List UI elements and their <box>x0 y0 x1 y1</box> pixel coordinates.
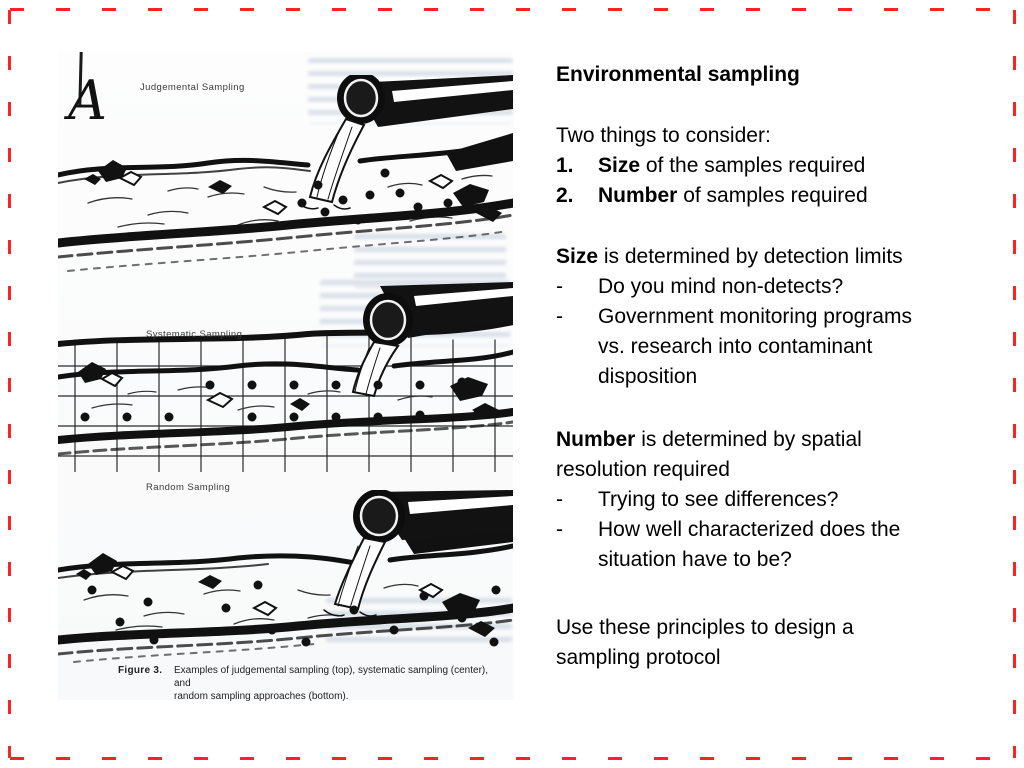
slide-text-column <box>556 60 1006 673</box>
size-bullet-2 <box>556 302 1006 392</box>
bullet-dash: - <box>556 305 563 328</box>
item-number: 2. <box>556 184 574 207</box>
panel-letter-a: A <box>68 69 107 132</box>
bullet-text: How well characterized does the situation have to be? <box>598 518 901 571</box>
number-bullet-1 <box>556 485 1006 515</box>
bullet-text: Do you mind non-detects? <box>598 275 844 298</box>
number-heading: Number is determined by spatial <box>556 428 862 451</box>
red-dashed-border-right <box>1013 10 1016 758</box>
closing-line-1: Use these principles to design a <box>556 616 854 639</box>
slide-title: Environmental sampling <box>556 63 800 86</box>
red-dashed-border-bottom <box>10 757 1014 760</box>
label-systematic-sampling: Systematic Sampling <box>146 329 243 340</box>
item-number: 1. <box>556 154 574 177</box>
number-heading-line2: resolution required <box>556 458 730 481</box>
bullet-dash: - <box>556 518 563 541</box>
label-random-sampling: Random Sampling <box>146 482 231 493</box>
bullet-dash: - <box>556 275 563 298</box>
bullet-text: Government monitoring programs vs. research into contaminant disposition <box>598 305 912 388</box>
red-dashed-border-top <box>10 8 1014 11</box>
bullet-dash: - <box>556 488 563 511</box>
label-judgemental-sampling: Judgemental Sampling <box>140 82 245 93</box>
numbered-item-number <box>556 181 1006 211</box>
size-heading: Size is determined by detection limits <box>556 245 903 268</box>
size-bullet-1 <box>556 272 1006 302</box>
systematic-sampling-drawing <box>58 282 513 472</box>
closing-line-2: sampling protocol <box>556 646 721 669</box>
scanned-figure-panel <box>58 52 513 700</box>
figure-caption-lead: Figure 3. <box>118 665 163 676</box>
figure-caption-text: Examples of judgemental sampling (top), systematic sampling (center), and random sampling approaches (bottom). <box>174 665 489 702</box>
item-text: Size of the samples required <box>598 154 866 177</box>
red-dashed-border-left <box>8 10 11 758</box>
numbered-item-size <box>556 151 1006 181</box>
figure-caption <box>118 664 506 703</box>
judgemental-sampling-drawing <box>58 69 513 295</box>
number-bullet-2 <box>556 515 1006 575</box>
random-sampling-drawing <box>58 490 513 664</box>
item-text: Number of samples required <box>598 184 868 207</box>
bullet-text: Trying to see differences? <box>598 488 839 511</box>
intro-line: Two things to consider: <box>556 124 771 147</box>
